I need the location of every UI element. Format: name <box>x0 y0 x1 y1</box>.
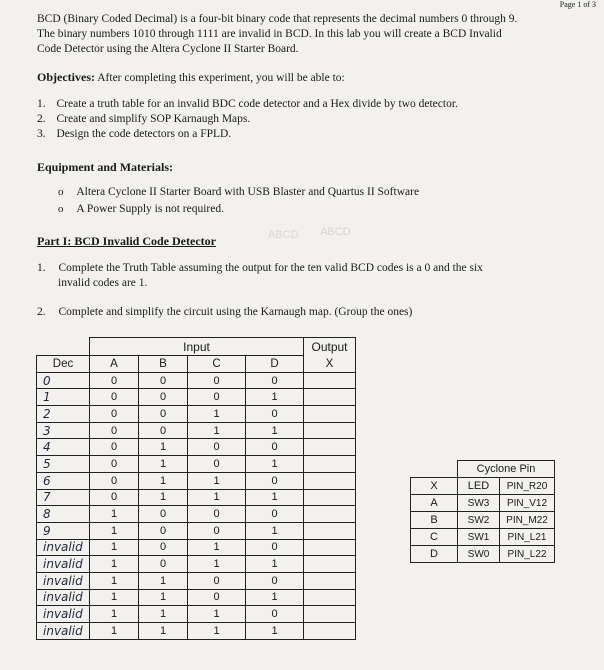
truth-table-column-header <box>37 356 356 373</box>
pin-cell: PIN_V12 <box>500 495 555 512</box>
table-row <box>37 522 356 539</box>
d-cell: 0 <box>246 372 304 389</box>
table-row <box>37 456 356 473</box>
switch-cell: SW3 <box>458 495 500 512</box>
b-cell: 0 <box>139 406 188 423</box>
table-row <box>37 472 356 489</box>
a-cell: 0 <box>90 439 139 456</box>
equipment-text: A Power Supply is not required. <box>76 203 224 215</box>
dec-cell: 9 <box>37 522 90 539</box>
cyclone-pin-table <box>410 460 555 563</box>
objective-text: Design the code detectors on a FPLD. <box>56 128 232 140</box>
switch-cell: LED <box>458 478 500 495</box>
d-cell: 0 <box>246 606 304 623</box>
x-output-cell[interactable] <box>304 439 356 456</box>
dec-cell: invalid <box>37 572 90 589</box>
a-cell: 1 <box>90 539 139 556</box>
table-row <box>37 556 356 573</box>
objective-text: Create and simplify SOP Karnaugh Maps. <box>56 113 251 125</box>
blank-cell <box>411 461 458 478</box>
b-cell: 0 <box>139 539 188 556</box>
table-row <box>37 372 356 389</box>
x-output-cell[interactable] <box>304 606 356 623</box>
equipment-heading: Equipment and Materials: <box>37 160 174 174</box>
pin-cell: PIN_L22 <box>500 546 555 563</box>
objectives-text: After completing this experiment, you will be able to: <box>97 72 345 84</box>
table-row <box>411 512 555 529</box>
b-cell: 1 <box>139 572 188 589</box>
column-header: Dec <box>37 356 90 373</box>
x-output-cell[interactable] <box>304 522 356 539</box>
a-cell: 0 <box>90 456 139 473</box>
a-cell: 0 <box>90 406 139 423</box>
c-cell: 0 <box>188 572 246 589</box>
objectives-label: Objectives: <box>37 70 95 84</box>
b-cell: 0 <box>139 389 188 406</box>
table-row <box>37 506 356 523</box>
b-cell: 0 <box>139 522 188 539</box>
d-cell: 1 <box>246 489 304 506</box>
step-num: 1. <box>37 262 46 274</box>
part1-step-2 <box>37 306 412 318</box>
dec-cell: invalid <box>37 539 90 556</box>
table-row <box>411 495 555 512</box>
a-cell: 1 <box>90 589 139 606</box>
truth-table-top-header <box>37 338 356 356</box>
a-cell: 1 <box>90 506 139 523</box>
d-cell: 1 <box>246 456 304 473</box>
x-output-cell[interactable] <box>304 589 356 606</box>
x-output-cell[interactable] <box>304 572 356 589</box>
input-header: Input <box>90 338 304 356</box>
intro-line-3: Code Detector using the Altera Cyclone II Starter Board. <box>37 43 299 55</box>
a-cell: 1 <box>90 572 139 589</box>
x-output-cell[interactable] <box>304 506 356 523</box>
blank-cell <box>37 338 90 356</box>
d-cell: 1 <box>246 589 304 606</box>
a-cell: 1 <box>90 606 139 623</box>
c-cell: 0 <box>188 389 246 406</box>
part1-step-1 <box>37 262 483 274</box>
page-number: Page 1 of 3 <box>559 0 596 9</box>
dec-cell: 0 <box>37 372 90 389</box>
dec-cell: 5 <box>37 456 90 473</box>
signal-cell: A <box>411 495 458 512</box>
b-cell: 1 <box>139 606 188 623</box>
a-cell: 1 <box>90 522 139 539</box>
b-cell: 1 <box>139 489 188 506</box>
b-cell: 0 <box>139 556 188 573</box>
faint-bleedthrough-mark: ABCD <box>320 226 351 238</box>
dec-cell: invalid <box>37 606 90 623</box>
d-cell: 0 <box>246 406 304 423</box>
step-text: Complete and simplify the circuit using the Karnaugh map. (Group the ones) <box>58 306 413 318</box>
pin-cell: PIN_M22 <box>500 512 555 529</box>
switch-cell: SW1 <box>458 529 500 546</box>
c-cell: 1 <box>188 556 246 573</box>
truth-table-body <box>37 372 356 639</box>
d-cell: 1 <box>246 623 304 640</box>
c-cell: 1 <box>188 623 246 640</box>
objective-item-3 <box>37 128 231 140</box>
d-cell: 1 <box>246 556 304 573</box>
c-cell: 0 <box>188 439 246 456</box>
d-cell: 0 <box>246 439 304 456</box>
dec-cell: 1 <box>37 389 90 406</box>
faint-bleedthrough-mark: ABCD <box>268 229 299 241</box>
a-cell: 1 <box>90 623 139 640</box>
c-cell: 1 <box>188 489 246 506</box>
d-cell: 0 <box>246 506 304 523</box>
dec-cell: 3 <box>37 422 90 439</box>
x-output-cell[interactable] <box>304 539 356 556</box>
c-cell: 0 <box>188 372 246 389</box>
table-row <box>37 422 356 439</box>
c-cell: 0 <box>188 522 246 539</box>
dec-cell: invalid <box>37 589 90 606</box>
b-cell: 1 <box>139 589 188 606</box>
d-cell: 1 <box>246 422 304 439</box>
table-row <box>37 539 356 556</box>
column-header: B <box>139 356 188 373</box>
dec-cell: invalid <box>37 623 90 640</box>
c-cell: 1 <box>188 406 246 423</box>
x-output-cell[interactable] <box>304 472 356 489</box>
table-row <box>37 606 356 623</box>
output-header: Output <box>304 338 356 356</box>
objective-num: 1. <box>37 98 46 110</box>
table-row <box>411 529 555 546</box>
table-row <box>37 406 356 423</box>
a-cell: 0 <box>90 389 139 406</box>
column-header: C <box>188 356 246 373</box>
equipment-item-1 <box>58 186 419 198</box>
column-header: X <box>304 356 356 373</box>
table-row <box>37 572 356 589</box>
dec-cell: 7 <box>37 489 90 506</box>
table-row <box>37 623 356 640</box>
cyclone-pin-body <box>411 478 555 563</box>
c-cell: 1 <box>188 539 246 556</box>
x-output-cell[interactable] <box>304 406 356 423</box>
cyclone-pin-title: Cyclone Pin <box>458 461 555 478</box>
b-cell: 0 <box>139 506 188 523</box>
signal-cell: B <box>411 512 458 529</box>
bullet-icon: o <box>58 203 64 215</box>
table-row <box>37 389 356 406</box>
objective-item-1 <box>37 98 458 110</box>
x-output-cell[interactable] <box>304 372 356 389</box>
x-output-cell[interactable] <box>304 422 356 439</box>
step-text: Complete the Truth Table assuming the output for the ten valid BCD codes is a 0 and the six <box>58 262 483 274</box>
b-cell: 1 <box>139 439 188 456</box>
a-cell: 0 <box>90 372 139 389</box>
intro-line-2: The binary numbers 1010 through 1111 are invalid in BCD. In this lab you will create a BCD Invalid <box>37 28 502 40</box>
x-output-cell[interactable] <box>304 489 356 506</box>
column-header: D <box>246 356 304 373</box>
x-output-cell[interactable] <box>304 389 356 406</box>
part1-step-1-cont: invalid codes are 1. <box>58 277 148 289</box>
table-row <box>37 489 356 506</box>
objectives-line <box>37 70 345 85</box>
signal-cell: X <box>411 478 458 495</box>
intro-line-1: BCD (Binary Coded Decimal) is a four-bit binary code that represents the decimal numbers 0 through 9. <box>37 13 518 25</box>
objective-num: 3. <box>37 128 46 140</box>
x-output-cell[interactable] <box>304 456 356 473</box>
pin-cell: PIN_R20 <box>500 478 555 495</box>
objective-text: Create a truth table for an invalid BDC code detector and a Hex divide by two detector. <box>56 98 458 110</box>
d-cell: 0 <box>246 472 304 489</box>
switch-cell: SW2 <box>458 512 500 529</box>
equipment-item-2 <box>58 203 224 215</box>
dec-cell: invalid <box>37 556 90 573</box>
a-cell: 1 <box>90 556 139 573</box>
dec-cell: 2 <box>37 406 90 423</box>
bullet-icon: o <box>58 186 64 198</box>
equipment-text: Altera Cyclone II Starter Board with USB Blaster and Quartus II Software <box>76 186 420 198</box>
a-cell: 0 <box>90 472 139 489</box>
part1-heading: Part I: BCD Invalid Code Detector <box>37 234 216 248</box>
d-cell: 1 <box>246 389 304 406</box>
dec-cell: 4 <box>37 439 90 456</box>
objective-num: 2. <box>37 113 46 125</box>
table-row <box>37 439 356 456</box>
b-cell: 0 <box>139 422 188 439</box>
b-cell: 1 <box>139 472 188 489</box>
step-num: 2. <box>37 306 46 318</box>
x-output-cell[interactable] <box>304 556 356 573</box>
b-cell: 1 <box>139 623 188 640</box>
c-cell: 0 <box>188 506 246 523</box>
table-row <box>37 589 356 606</box>
b-cell: 1 <box>139 456 188 473</box>
b-cell: 0 <box>139 372 188 389</box>
truth-table <box>36 337 356 640</box>
c-cell: 0 <box>188 456 246 473</box>
c-cell: 1 <box>188 606 246 623</box>
dec-cell: 6 <box>37 472 90 489</box>
c-cell: 0 <box>188 589 246 606</box>
table-row <box>411 478 555 495</box>
c-cell: 1 <box>188 422 246 439</box>
a-cell: 0 <box>90 422 139 439</box>
table-row <box>411 546 555 563</box>
objective-item-2 <box>37 113 250 125</box>
column-header: A <box>90 356 139 373</box>
switch-cell: SW0 <box>458 546 500 563</box>
pin-cell: PIN_L21 <box>500 529 555 546</box>
d-cell: 0 <box>246 572 304 589</box>
signal-cell: D <box>411 546 458 563</box>
dec-cell: 8 <box>37 506 90 523</box>
d-cell: 1 <box>246 522 304 539</box>
d-cell: 0 <box>246 539 304 556</box>
a-cell: 0 <box>90 489 139 506</box>
x-output-cell[interactable] <box>304 623 356 640</box>
signal-cell: C <box>411 529 458 546</box>
c-cell: 1 <box>188 472 246 489</box>
